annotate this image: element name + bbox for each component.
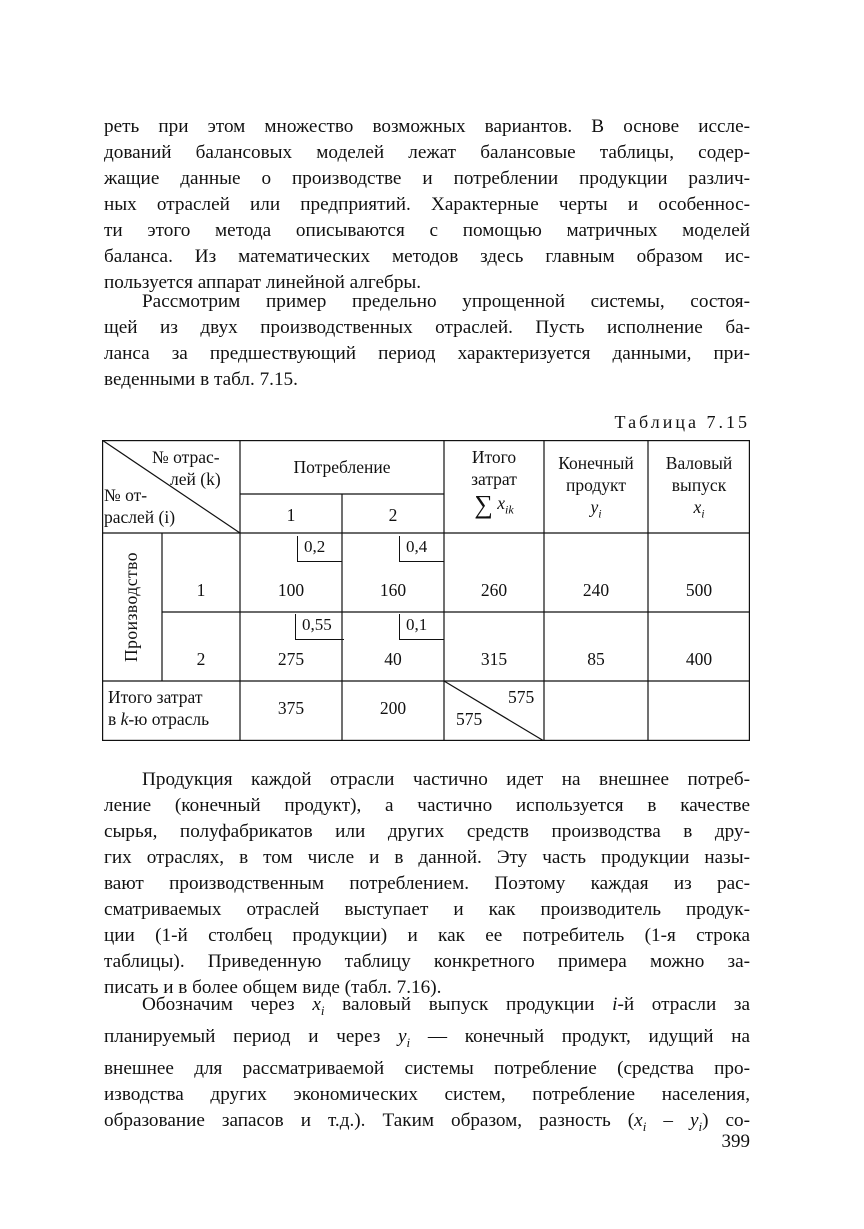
total-row-col-2: 200 bbox=[379, 698, 407, 718]
text-line: ление (конечный продукт), а частично используется в качестве bbox=[104, 795, 750, 816]
text-line: баланса. Из математических методов здесь главным образом ис- bbox=[104, 246, 750, 267]
text-line: ти этого метода описываются с помощью матричных моделей bbox=[104, 220, 750, 241]
balance-table bbox=[102, 440, 750, 741]
corner-bottom-line-1: № от- bbox=[104, 485, 148, 505]
row-2-index: 2 bbox=[196, 649, 206, 669]
row-1-index: 1 bbox=[196, 580, 206, 600]
header-line: выпуск bbox=[671, 475, 727, 495]
consumption-col-2: 2 bbox=[388, 505, 398, 525]
text-fragment: Обозначим через x bbox=[142, 994, 321, 1015]
paragraph-1 bbox=[104, 114, 750, 296]
header-line: Валовый bbox=[665, 453, 733, 473]
corner-top-line-2: лей (k) bbox=[170, 469, 221, 489]
row-1-final: 240 bbox=[582, 580, 610, 600]
corner-header-industries-i bbox=[104, 484, 214, 528]
text-line: веденными в табл. 7.15. bbox=[104, 369, 298, 390]
header-line: Конечный bbox=[558, 453, 634, 473]
final-subscript: i bbox=[598, 506, 602, 521]
production-label: Производство bbox=[121, 551, 141, 663]
text-line: образование запасов и т.д.). Таким образом, разность $(x_i - y_i)$ со- bbox=[104, 1109, 750, 1134]
text-line: сырья, полуфабрикатов или других средств производства в дру- bbox=[104, 821, 750, 842]
paragraph-4 bbox=[104, 992, 750, 1139]
text-fragment: – y bbox=[646, 1109, 699, 1131]
row-2-total: 315 bbox=[480, 649, 508, 669]
row-2-col-1: 275 bbox=[277, 649, 305, 669]
text-line: вают производственным потреблением. Поэтому каждая из рас- bbox=[104, 873, 750, 894]
consumption-header: Потребление bbox=[293, 457, 391, 477]
final-variable: y bbox=[590, 497, 599, 517]
row-2-final: 85 bbox=[587, 649, 605, 669]
row-2-col-2: 40 bbox=[384, 649, 402, 669]
row-1-total: 260 bbox=[480, 580, 508, 600]
gross-variable: x bbox=[693, 497, 702, 517]
text-fragment: образование запасов и т.д.). Таким образом, разность (x bbox=[104, 1109, 643, 1131]
row-2-gross: 400 bbox=[685, 649, 713, 669]
total-row-col-1: 375 bbox=[277, 698, 305, 718]
paragraph-3 bbox=[104, 767, 750, 1001]
coef-box: 0,2 bbox=[297, 536, 342, 562]
paragraph-2 bbox=[104, 289, 750, 393]
text-line: гих отраслях, в том числе и в данной. Эту часть продукции назы- bbox=[104, 847, 750, 868]
coef-box: 0,55 bbox=[295, 614, 344, 640]
gross-output-header bbox=[648, 452, 750, 525]
text-line: Продукция каждой отрасли частично идет на внешнее потреб- bbox=[142, 769, 750, 790]
sum-subscript: ik bbox=[505, 502, 514, 517]
total-row-label: Итого затрат в k-ю отрасль bbox=[108, 686, 238, 730]
header-line: затрат bbox=[471, 469, 517, 489]
sum-variable: x bbox=[497, 493, 506, 513]
row-1-col-2: 160 bbox=[379, 580, 407, 600]
text-line: ции (1-й столбец продукции) и как ее потребитель (1-я строка bbox=[104, 925, 750, 946]
coef-box: 0,4 bbox=[399, 536, 444, 562]
row-1-col-1: 100 bbox=[277, 580, 305, 600]
text-line: сматриваемых отраслей выступает и как производитель продук- bbox=[104, 899, 750, 920]
final-product-header bbox=[544, 452, 648, 525]
text-fragment: ) со- bbox=[702, 1109, 750, 1131]
text-fragment: -й отрасли за bbox=[617, 994, 751, 1015]
text-line: писать и в более общем виде (табл. 7.16). bbox=[104, 977, 442, 998]
text-line: внешнее для рассматриваемой системы потребление (средства про- bbox=[104, 1057, 750, 1079]
total-row-label-line-1: Итого затрат bbox=[108, 687, 203, 707]
text-line: ных отраслей или предприятий. Характерные черты и особеннос- bbox=[104, 194, 750, 215]
text-line: Рассмотрим пример предельно упрощенной системы, состоя- bbox=[142, 291, 750, 312]
header-line: продукт bbox=[566, 475, 626, 495]
text-line: жащие данные о производстве и потреблении продукции различ- bbox=[104, 168, 750, 189]
text-line: изводства других экономических систем, потребление населения, bbox=[104, 1083, 750, 1105]
text-fragment: планируемый период и через y bbox=[104, 1025, 407, 1047]
table-caption: Таблица 7.15 bbox=[614, 412, 750, 432]
text-line: ланса за предшествующий период характеризуется данными, при- bbox=[104, 343, 750, 364]
header-line: Итого bbox=[471, 447, 517, 467]
total-row-diag-bottom: 575 bbox=[456, 709, 483, 729]
text-fragment: валовый выпуск продукции bbox=[324, 994, 613, 1015]
text-line: планируемый период и через $y_i$ — конечный продукт, идущий на bbox=[104, 1025, 750, 1050]
text-line: таблицы). Приведенную таблицу конкретного примера можно за- bbox=[104, 951, 750, 972]
row-1-gross: 500 bbox=[685, 580, 713, 600]
coef-box: 0,1 bbox=[399, 614, 444, 640]
text-line: дований балансовых моделей лежат балансовые таблицы, содер- bbox=[104, 142, 750, 163]
corner-top-line-1: № отрас- bbox=[152, 447, 220, 467]
text-line: реть при этом множество возможных вариантов. В основе иссле- bbox=[104, 116, 750, 137]
text-line: пользуется аппарат линейной алгебры. bbox=[104, 272, 422, 293]
total-cost-header bbox=[444, 446, 544, 521]
text-line: щей из двух производственных отраслей. Пусть исполнение ба- bbox=[104, 317, 750, 338]
text-line: Обозначим через $x_i$ валовый выпуск продукции i-й отрасли за bbox=[142, 994, 751, 1018]
page-number: 399 bbox=[721, 1131, 750, 1152]
gross-subscript: i bbox=[701, 506, 705, 521]
text-fragment: — конечный продукт, идущий на bbox=[410, 1025, 750, 1047]
sum-symbol: ∑ bbox=[474, 490, 493, 519]
total-row-diag-top: 575 bbox=[508, 687, 535, 707]
consumption-col-1: 1 bbox=[286, 505, 296, 525]
corner-bottom-line-2: раслей (i) bbox=[104, 507, 176, 527]
